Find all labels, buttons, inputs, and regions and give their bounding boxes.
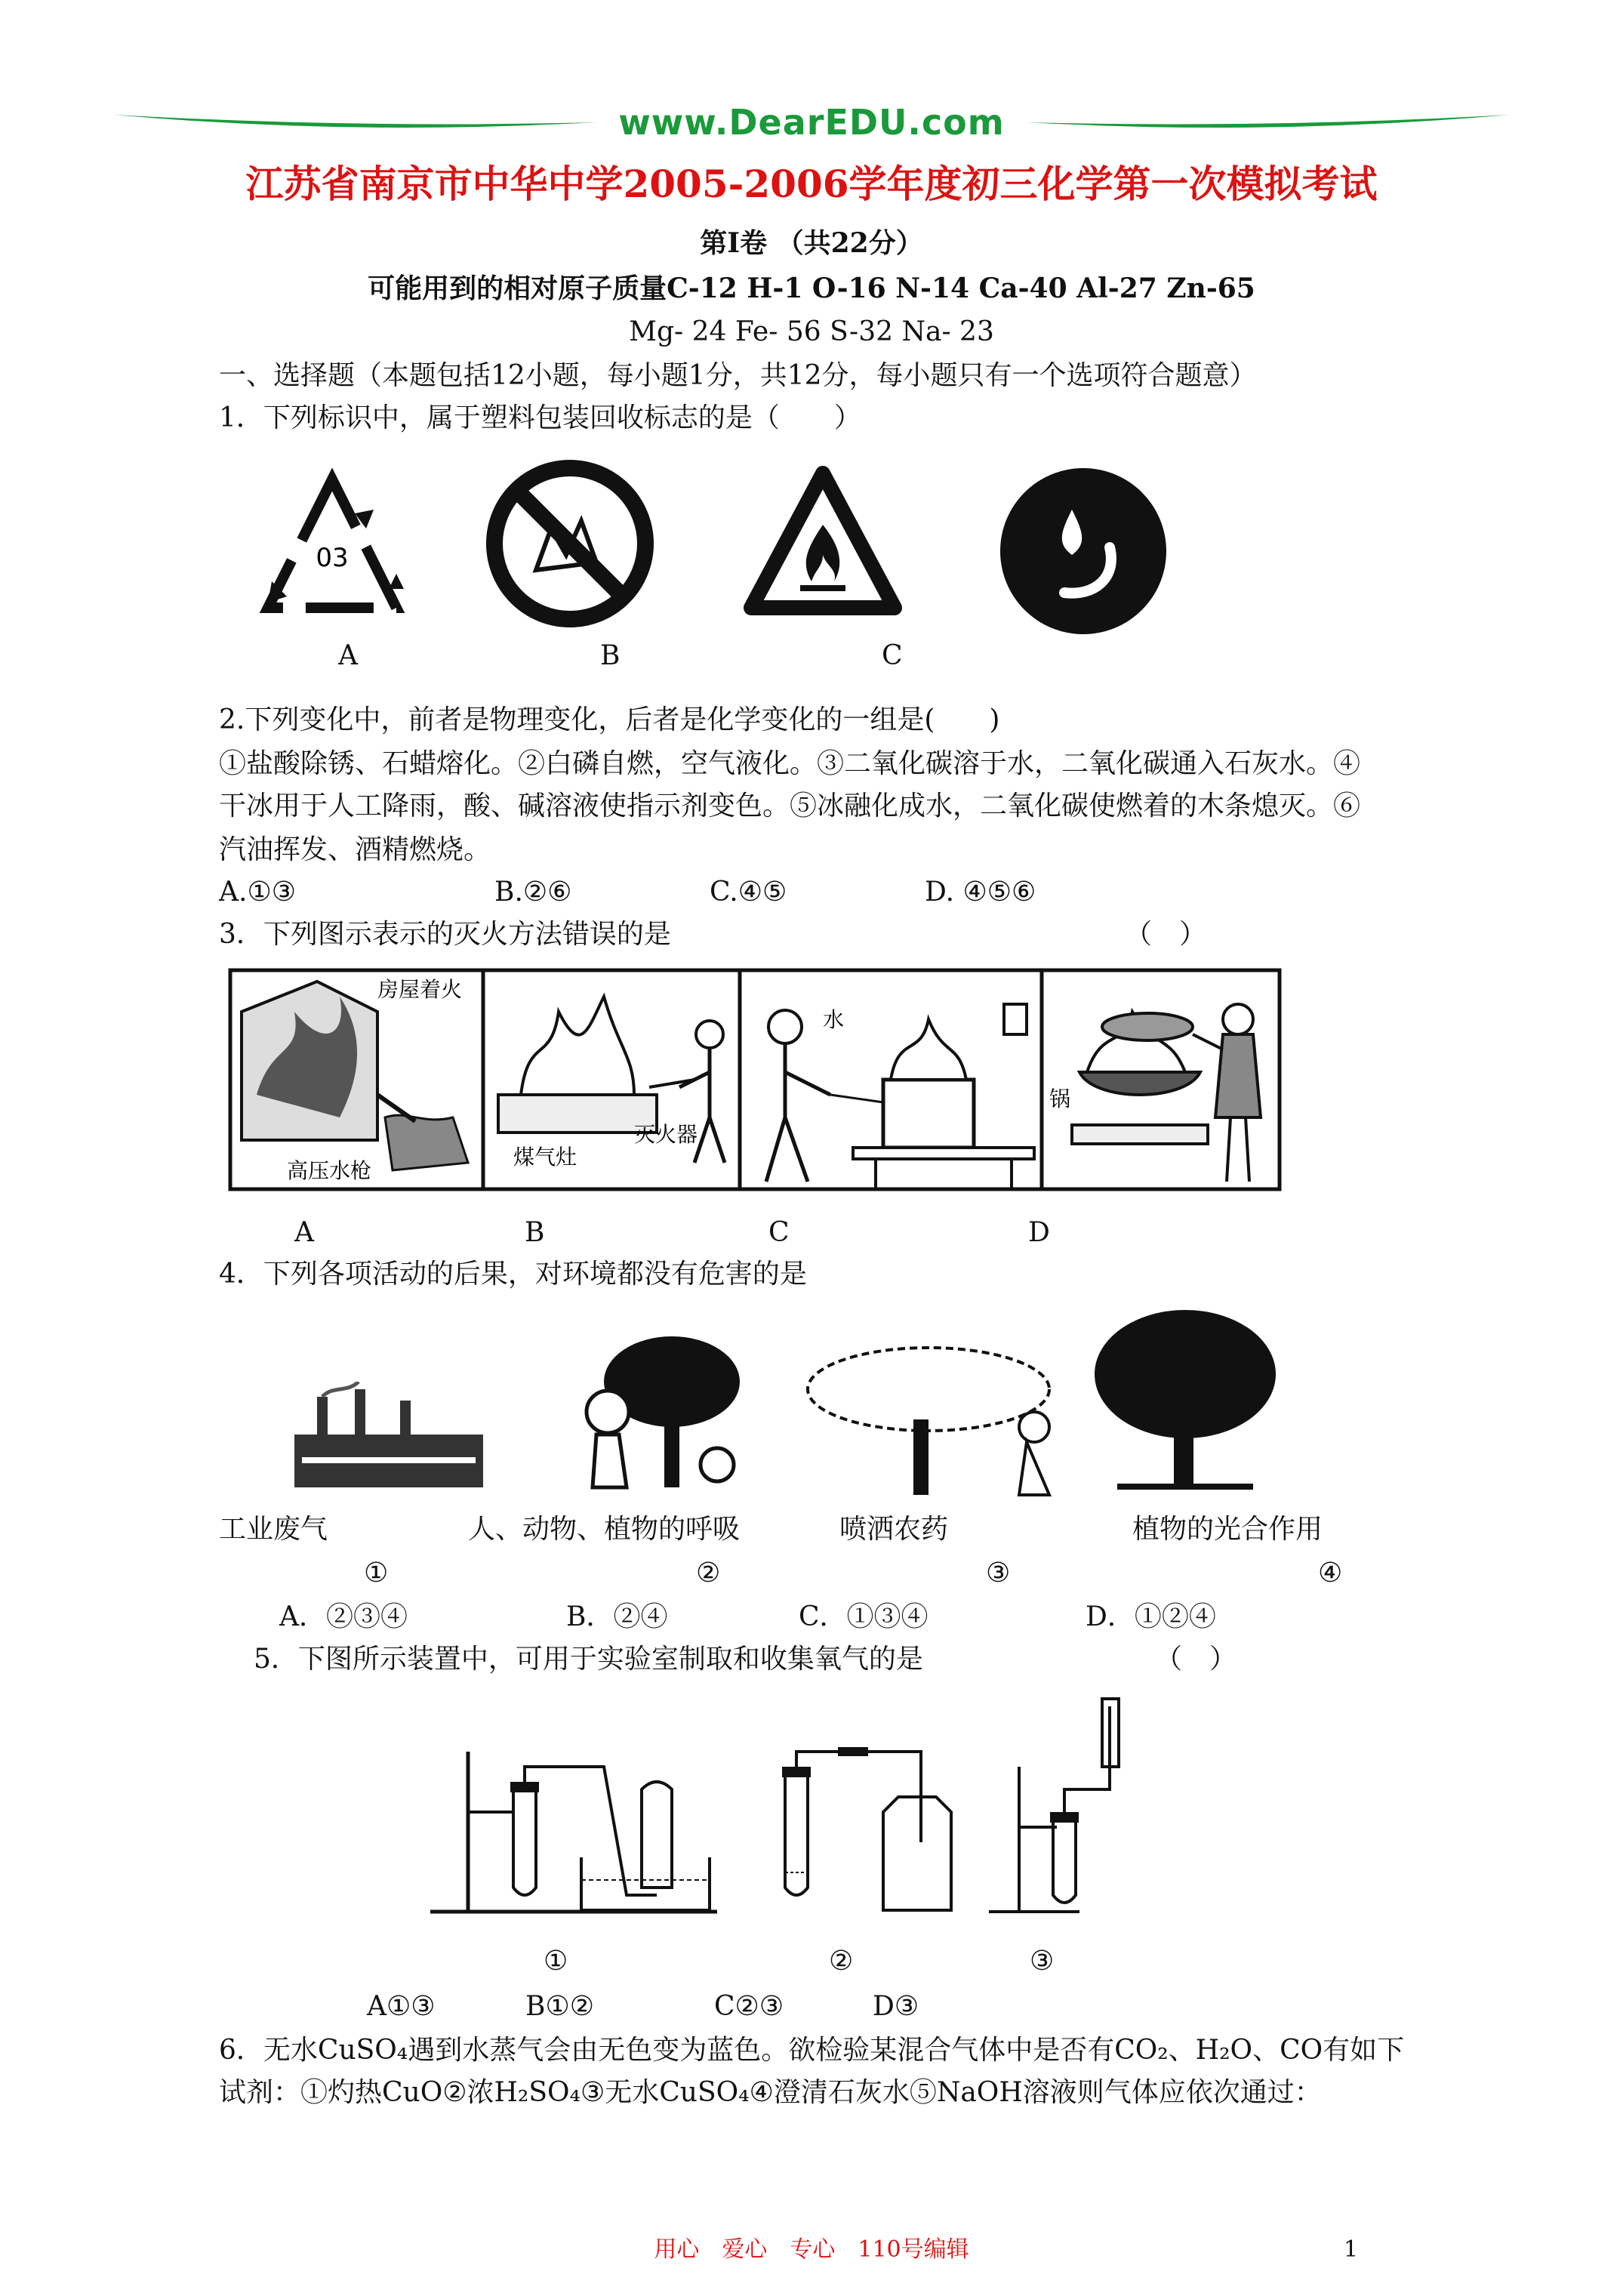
q5-stem: 5．下图所示装置中，可用于实验室制取和收集氧气的是 (254, 1644, 923, 1675)
apparatus-1 (430, 1737, 717, 1918)
q4-stem: 4．下列各项活动的后果，对环境都没有危害的是 (219, 1259, 807, 1290)
q2-option-a: A.①③ (219, 877, 296, 908)
q4-option-b: B．②④ (566, 1601, 668, 1632)
q3-label-b: B (525, 1217, 545, 1248)
atomic-mass-line-2: Mg- 24 Fe- 56 S-32 Na- 23 (629, 316, 994, 347)
q5-number-1: ① (544, 1946, 568, 1977)
breathing-icon (574, 1329, 747, 1495)
q4-number-3: ③ (986, 1558, 1011, 1589)
q2-line-3: 汽油挥发、酒精燃烧。 (219, 834, 491, 865)
site-url[interactable]: www.DearEDU.com (618, 102, 1005, 143)
pesticide-icon (800, 1336, 1072, 1502)
page-title: 江苏省南京市中华中学2005-2006学年度初三化学第一次模拟考试 (245, 162, 1378, 206)
q3-panel-a-text-2: 高压水枪 (287, 1158, 372, 1183)
q3-bracket: （ ） (1125, 919, 1207, 950)
recycle-code: 03 (316, 543, 349, 573)
q2-line-1: ①盐酸除锈、石蜡熔化。②白磷自燃，空气液化。③二氧化碳溶于水，二氧化碳通入石灰水。④ (219, 748, 1361, 779)
q3-panel-d-text: 锅 (1049, 1086, 1071, 1111)
q4-option-c: C．①③④ (799, 1601, 929, 1632)
q5-option-a: A①③ (367, 1991, 436, 2022)
q2-option-b: B.②⑥ (494, 877, 572, 908)
q4-caption-2: 人、动物、植物的呼吸 (468, 1514, 741, 1545)
q5-number-3: ③ (1030, 1946, 1055, 1977)
q6-line-1: 6．无水CuSO₄遇到水蒸气会由无色变为蓝色。欲检验某混合气体中是否有CO₂、H₂O、CO有如下 (219, 2035, 1405, 2066)
q4-number-1: ① (364, 1558, 389, 1589)
q5-option-b: B①② (525, 1991, 595, 2022)
page-number: 1 (1344, 2236, 1359, 2263)
fire-fighting-illustration (226, 966, 1283, 1193)
q3-panel-c-text: 水 (823, 1007, 845, 1032)
q2-option-c: C.④⑤ (710, 877, 787, 908)
q2-stem: 2.下列变化中，前者是物理变化，后者是化学变化的一组是( ) (219, 704, 1000, 735)
q1-label-a: A (338, 640, 358, 671)
q1-stem: 1．下列标识中，属于塑料包装回收标志的是（ ） (219, 402, 861, 433)
q2-line-2: 干冰用于人工降雨，酸、碱溶液使指示剂变色。⑤冰融化成水，二氧化碳使燃着的木条熄灭。⑥ (219, 791, 1361, 821)
q3-panel-b-text-1: 煤气灶 (513, 1145, 577, 1170)
q3-label-d: D (1028, 1217, 1050, 1248)
q4-caption-3: 喷洒农药 (839, 1514, 949, 1545)
q3-label-a: A (294, 1217, 314, 1248)
q5-option-c: C②③ (714, 1991, 784, 2022)
q3-panel-b-text-2: 灭火器 (634, 1122, 698, 1147)
recycle-icon (242, 468, 423, 634)
apparatus-3 (989, 1691, 1140, 1918)
q4-number-4: ④ (1318, 1558, 1343, 1589)
footer-text: 用心 爱心 专心 110号编辑 (654, 2236, 969, 2263)
q4-caption-1: 工业废气 (219, 1514, 328, 1545)
q5-bracket: （ ） (1155, 1644, 1237, 1675)
q3-stem: 3．下列图示表示的灭火方法错误的是 (219, 919, 671, 950)
q4-option-a: A．②③④ (279, 1601, 408, 1632)
q2-option-d: D. ④⑤⑥ (925, 877, 1036, 908)
q5-number-2: ② (829, 1946, 854, 1977)
q1-label-b: B (600, 640, 621, 671)
section-heading: 一、选择题（本题包括12小题，每小题1分，共12分，每小题只有一个选项符合题意） (219, 360, 1257, 391)
flammable-warning-icon (740, 464, 906, 623)
apparatus-2 (770, 1691, 966, 1918)
q6-line-2: 试剂：①灼热CuO②浓H₂SO₄③无水CuSO₄④澄清石灰水⑤NaOH溶液则气体应依次通过： (219, 2077, 1322, 2108)
no-fire-icon (483, 457, 657, 630)
q4-number-2: ② (696, 1558, 721, 1589)
q1-label-c: C (882, 640, 903, 671)
volume-heading: 第Ⅰ卷 （共22分） (700, 227, 923, 259)
q5-option-d: D③ (873, 1991, 919, 2022)
water-saving-icon (996, 464, 1170, 638)
q3-panel-a-text-1: 房屋着火 (377, 977, 463, 1002)
q4-option-d: D．①②④ (1086, 1601, 1216, 1632)
tree-icon (1087, 1306, 1283, 1495)
atomic-mass-line-1: 可能用到的相对原子质量C-12 H-1 O-16 N-14 Ca-40 Al-27 Zn-65 (368, 273, 1255, 304)
q3-label-c: C (768, 1217, 790, 1248)
q4-caption-4: 植物的光合作用 (1132, 1514, 1323, 1545)
factory-icon (287, 1382, 491, 1495)
